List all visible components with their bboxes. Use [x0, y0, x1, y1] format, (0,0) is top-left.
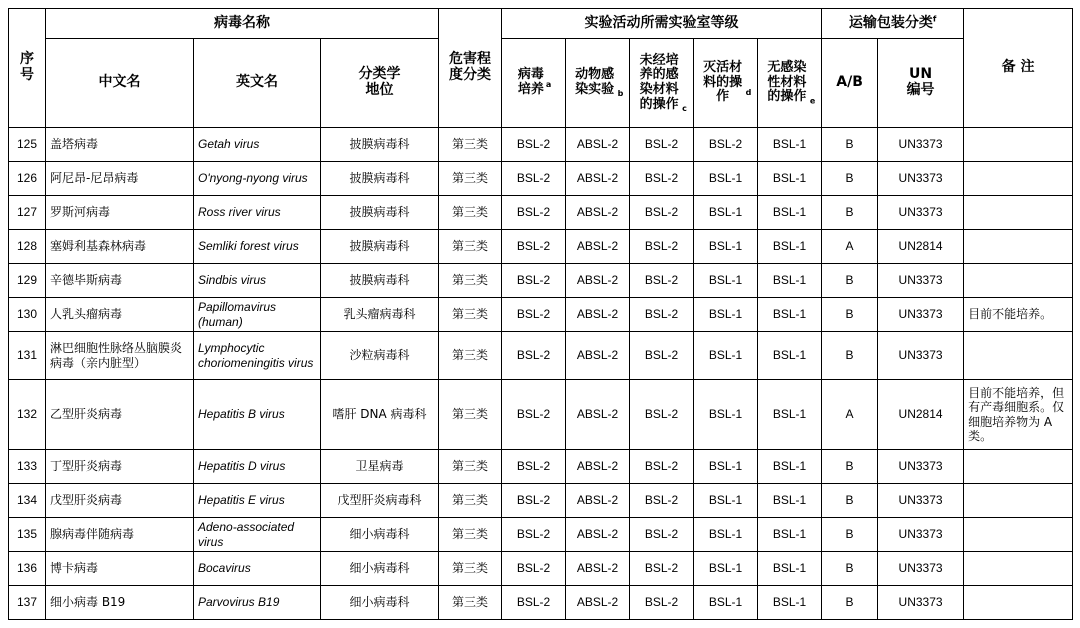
english-name-cell: Semliki forest virus	[194, 230, 321, 264]
animal-level-cell: ABSL-2	[566, 332, 630, 380]
un-number-cell: UN3373	[878, 332, 964, 380]
table-row	[9, 196, 1073, 230]
noninfectious-level-cell: BSL-1	[758, 230, 822, 264]
uncultured-level-cell: BSL-2	[630, 518, 694, 552]
row-number: 134	[9, 484, 46, 518]
ab-class-cell: B	[822, 586, 878, 620]
transport-header: 运输包装分类$^f$	[822, 9, 964, 39]
row-number: 137	[9, 586, 46, 620]
ab-class-cell: B	[822, 552, 878, 586]
taxonomy-cell: 披膜病毒科	[321, 128, 439, 162]
remark-cell	[964, 552, 1073, 586]
culture-level-cell: BSL-2	[502, 450, 566, 484]
chinese-name-cell: 细小病毒 B19	[46, 586, 194, 620]
taxonomy-cell: 披膜病毒科	[321, 264, 439, 298]
inactivated-level-cell: BSL-1	[694, 196, 758, 230]
english-name-cell: Getah virus	[194, 128, 321, 162]
remark-cell: 目前不能培养。	[964, 298, 1073, 332]
hazard-cell: 第三类	[439, 264, 502, 298]
taxonomy-cell: 披膜病毒科	[321, 230, 439, 264]
english-name-cell: Hepatitis B virus	[194, 380, 321, 450]
english-name-cell: Bocavirus	[194, 552, 321, 586]
row-number: 130	[9, 298, 46, 332]
english-name-cell: Papillomavirus (human)	[194, 298, 321, 332]
table-row	[9, 332, 1073, 380]
animal-level-cell: ABSL-2	[566, 230, 630, 264]
culture-level-cell: BSL-2	[502, 298, 566, 332]
un-number-cell: UN3373	[878, 450, 964, 484]
chinese-name-cell: 腺病毒伴随病毒	[46, 518, 194, 552]
animal-level-cell: ABSL-2	[566, 484, 630, 518]
inactivated-level-cell: BSL-1	[694, 332, 758, 380]
chinese-name-cell: 戊型肝炎病毒	[46, 484, 194, 518]
taxonomy-cell: 披膜病毒科	[321, 196, 439, 230]
uncultured-level-cell: BSL-2	[630, 264, 694, 298]
culture-level-cell: BSL-2	[502, 484, 566, 518]
row-number: 131	[9, 332, 46, 380]
hazard-cell: 第三类	[439, 298, 502, 332]
remark-cell	[964, 128, 1073, 162]
remark-cell	[964, 162, 1073, 196]
animal-level-cell: ABSL-2	[566, 196, 630, 230]
animal-level-cell: ABSL-2	[566, 380, 630, 450]
table-row	[9, 264, 1073, 298]
culture-level-cell: BSL-2	[502, 518, 566, 552]
taxonomy-cell: 嗜肝 DNA 病毒科	[321, 380, 439, 450]
chinese-name-cell: 博卡病毒	[46, 552, 194, 586]
chinese-name-header: 中文名	[46, 39, 194, 128]
row-number: 129	[9, 264, 46, 298]
row-number: 125	[9, 128, 46, 162]
table-row	[9, 128, 1073, 162]
noninfectious-level-cell: BSL-1	[758, 128, 822, 162]
chinese-name-cell: 淋巴细胞性脉络丛脑膜炎病毒（亲内脏型）	[46, 332, 194, 380]
english-name-cell: Adeno-associated virus	[194, 518, 321, 552]
culture-level-cell: BSL-2	[502, 196, 566, 230]
lab-level-header: 实验活动所需实验室等级	[502, 9, 822, 39]
culture-level-cell: BSL-2	[502, 586, 566, 620]
uncultured-level-cell: BSL-2	[630, 586, 694, 620]
seq-header: 序号	[9, 9, 46, 128]
animal-level-cell: ABSL-2	[566, 298, 630, 332]
row-number: 132	[9, 380, 46, 450]
uncultured-level-cell: BSL-2	[630, 332, 694, 380]
noninfectious-header: 无感染性材料的操作 $_e$	[758, 39, 822, 128]
noninfectious-level-cell: BSL-1	[758, 264, 822, 298]
culture-level-cell: BSL-2	[502, 552, 566, 586]
header-row-1	[9, 9, 1073, 39]
chinese-name-cell: 人乳头瘤病毒	[46, 298, 194, 332]
ab-class-cell: B	[822, 484, 878, 518]
taxonomy-cell: 沙粒病毒科	[321, 332, 439, 380]
hazard-cell: 第三类	[439, 162, 502, 196]
hazard-cell: 第三类	[439, 128, 502, 162]
hazard-header: 危害程度分类	[439, 9, 502, 128]
uncultured-level-cell: BSL-2	[630, 450, 694, 484]
inactivated-level-cell: BSL-1	[694, 230, 758, 264]
culture-level-cell: BSL-2	[502, 162, 566, 196]
row-number: 128	[9, 230, 46, 264]
animal-level-cell: ABSL-2	[566, 552, 630, 586]
taxonomy-cell: 卫星病毒	[321, 450, 439, 484]
row-number: 127	[9, 196, 46, 230]
noninfectious-level-cell: BSL-1	[758, 380, 822, 450]
culture-level-cell: BSL-2	[502, 380, 566, 450]
hazard-cell: 第三类	[439, 332, 502, 380]
remark-cell	[964, 196, 1073, 230]
table-row	[9, 518, 1073, 552]
taxonomy-cell: 细小病毒科	[321, 518, 439, 552]
hazard-cell: 第三类	[439, 552, 502, 586]
uncultured-level-cell: BSL-2	[630, 552, 694, 586]
uncultured-level-cell: BSL-2	[630, 298, 694, 332]
uncultured-level-cell: BSL-2	[630, 162, 694, 196]
uncultured-level-cell: BSL-2	[630, 484, 694, 518]
english-name-cell: Ross river virus	[194, 196, 321, 230]
culture-level-cell: BSL-2	[502, 128, 566, 162]
inactivated-level-cell: BSL-1	[694, 450, 758, 484]
noninfectious-level-cell: BSL-1	[758, 518, 822, 552]
animal-level-cell: ABSL-2	[566, 586, 630, 620]
uncultured-level-cell: BSL-2	[630, 380, 694, 450]
english-name-cell: Parvovirus B19	[194, 586, 321, 620]
noninfectious-level-cell: BSL-1	[758, 332, 822, 380]
uncultured-header: 未经培养的感染材料的操作 $_c$	[630, 39, 694, 128]
table-row	[9, 298, 1073, 332]
table-header	[9, 9, 1073, 128]
remark-cell	[964, 264, 1073, 298]
english-name-cell: Hepatitis D virus	[194, 450, 321, 484]
noninfectious-level-cell: BSL-1	[758, 298, 822, 332]
ab-class-cell: B	[822, 298, 878, 332]
english-name-cell: Hepatitis E virus	[194, 484, 321, 518]
inactivated-level-cell: BSL-2	[694, 128, 758, 162]
ab-class-cell: B	[822, 264, 878, 298]
ab-class-cell: B	[822, 450, 878, 484]
remarks-header: 备 注	[964, 9, 1073, 128]
chinese-name-cell: 罗斯河病毒	[46, 196, 194, 230]
chinese-name-cell: 阿尼昂-尼昂病毒	[46, 162, 194, 196]
un-number-cell: UN3373	[878, 196, 964, 230]
table-row	[9, 230, 1073, 264]
culture-level-cell: BSL-2	[502, 332, 566, 380]
uncultured-level-cell: BSL-2	[630, 128, 694, 162]
table-body	[9, 128, 1073, 620]
hazard-cell: 第三类	[439, 230, 502, 264]
taxonomy-cell: 细小病毒科	[321, 586, 439, 620]
remark-cell	[964, 450, 1073, 484]
header-row-2	[9, 39, 1073, 128]
english-name-header: 英文名	[194, 39, 321, 128]
taxonomy-cell: 细小病毒科	[321, 552, 439, 586]
inactivated-level-cell: BSL-1	[694, 586, 758, 620]
row-number: 126	[9, 162, 46, 196]
inactivated-level-cell: BSL-1	[694, 162, 758, 196]
un-number-cell: UN3373	[878, 552, 964, 586]
ab-class-cell: B	[822, 518, 878, 552]
english-name-cell: Lymphocytic choriomeningitis virus	[194, 332, 321, 380]
animal-level-cell: ABSL-2	[566, 518, 630, 552]
inactivated-level-cell: BSL-1	[694, 518, 758, 552]
un-number-cell: UN3373	[878, 298, 964, 332]
chinese-name-cell: 盖塔病毒	[46, 128, 194, 162]
inactivated-header: 灭活材料的操作 $^d$	[694, 39, 758, 128]
ab-class-cell: B	[822, 162, 878, 196]
ab-class-cell: A	[822, 380, 878, 450]
ab-class-cell: B	[822, 332, 878, 380]
noninfectious-level-cell: BSL-1	[758, 484, 822, 518]
animal-level-cell: ABSL-2	[566, 128, 630, 162]
virus-name-header: 病毒名称	[46, 9, 439, 39]
animal-level-cell: ABSL-2	[566, 450, 630, 484]
ab-class-cell: B	[822, 128, 878, 162]
virus-classification-table	[8, 8, 1073, 620]
noninfectious-level-cell: BSL-1	[758, 552, 822, 586]
hazard-cell: 第三类	[439, 518, 502, 552]
hazard-cell: 第三类	[439, 196, 502, 230]
ab-header: A/B	[822, 39, 878, 128]
animal-level-cell: ABSL-2	[566, 264, 630, 298]
ab-class-cell: A	[822, 230, 878, 264]
taxonomy-cell: 戊型肝炎病毒科	[321, 484, 439, 518]
remark-cell	[964, 586, 1073, 620]
noninfectious-level-cell: BSL-1	[758, 450, 822, 484]
english-name-cell: Sindbis virus	[194, 264, 321, 298]
un-number-cell: UN3373	[878, 586, 964, 620]
table-row	[9, 586, 1073, 620]
row-number: 133	[9, 450, 46, 484]
un-header: UN编号	[878, 39, 964, 128]
un-number-cell: UN2814	[878, 380, 964, 450]
uncultured-level-cell: BSL-2	[630, 196, 694, 230]
un-number-cell: UN3373	[878, 264, 964, 298]
un-number-cell: UN3373	[878, 518, 964, 552]
inactivated-level-cell: BSL-1	[694, 298, 758, 332]
taxonomy-header: 分类学地位	[321, 39, 439, 128]
chinese-name-cell: 塞姆利基森林病毒	[46, 230, 194, 264]
culture-level-cell: BSL-2	[502, 264, 566, 298]
table-row	[9, 484, 1073, 518]
inactivated-level-cell: BSL-1	[694, 264, 758, 298]
inactivated-level-cell: BSL-1	[694, 484, 758, 518]
remark-cell: 目前不能培养，但有产毒细胞系。仅细胞培养物为 A 类。	[964, 380, 1073, 450]
remark-cell	[964, 518, 1073, 552]
hazard-cell: 第三类	[439, 380, 502, 450]
uncultured-level-cell: BSL-2	[630, 230, 694, 264]
remark-cell	[964, 332, 1073, 380]
hazard-cell: 第三类	[439, 484, 502, 518]
hazard-cell: 第三类	[439, 450, 502, 484]
hazard-cell: 第三类	[439, 586, 502, 620]
row-number: 136	[9, 552, 46, 586]
culture-level-cell: BSL-2	[502, 230, 566, 264]
chinese-name-cell: 辛德毕斯病毒	[46, 264, 194, 298]
animal-level-cell: ABSL-2	[566, 162, 630, 196]
noninfectious-level-cell: BSL-1	[758, 196, 822, 230]
noninfectious-level-cell: BSL-1	[758, 586, 822, 620]
un-number-cell: UN3373	[878, 484, 964, 518]
english-name-cell: O'nyong-nyong virus	[194, 162, 321, 196]
taxonomy-cell: 披膜病毒科	[321, 162, 439, 196]
row-number: 135	[9, 518, 46, 552]
table-row	[9, 162, 1073, 196]
inactivated-level-cell: BSL-1	[694, 380, 758, 450]
ab-class-cell: B	[822, 196, 878, 230]
un-number-cell: UN2814	[878, 230, 964, 264]
remark-cell	[964, 230, 1073, 264]
remark-cell	[964, 484, 1073, 518]
chinese-name-cell: 乙型肝炎病毒	[46, 380, 194, 450]
taxonomy-cell: 乳头瘤病毒科	[321, 298, 439, 332]
table-row	[9, 380, 1073, 450]
culture-header: 病毒培养 $^a$	[502, 39, 566, 128]
noninfectious-level-cell: BSL-1	[758, 162, 822, 196]
animal-header: 动物感染实验 $_b$	[566, 39, 630, 128]
un-number-cell: UN3373	[878, 128, 964, 162]
inactivated-level-cell: BSL-1	[694, 552, 758, 586]
un-number-cell: UN3373	[878, 162, 964, 196]
table-row	[9, 552, 1073, 586]
chinese-name-cell: 丁型肝炎病毒	[46, 450, 194, 484]
table-row	[9, 450, 1073, 484]
